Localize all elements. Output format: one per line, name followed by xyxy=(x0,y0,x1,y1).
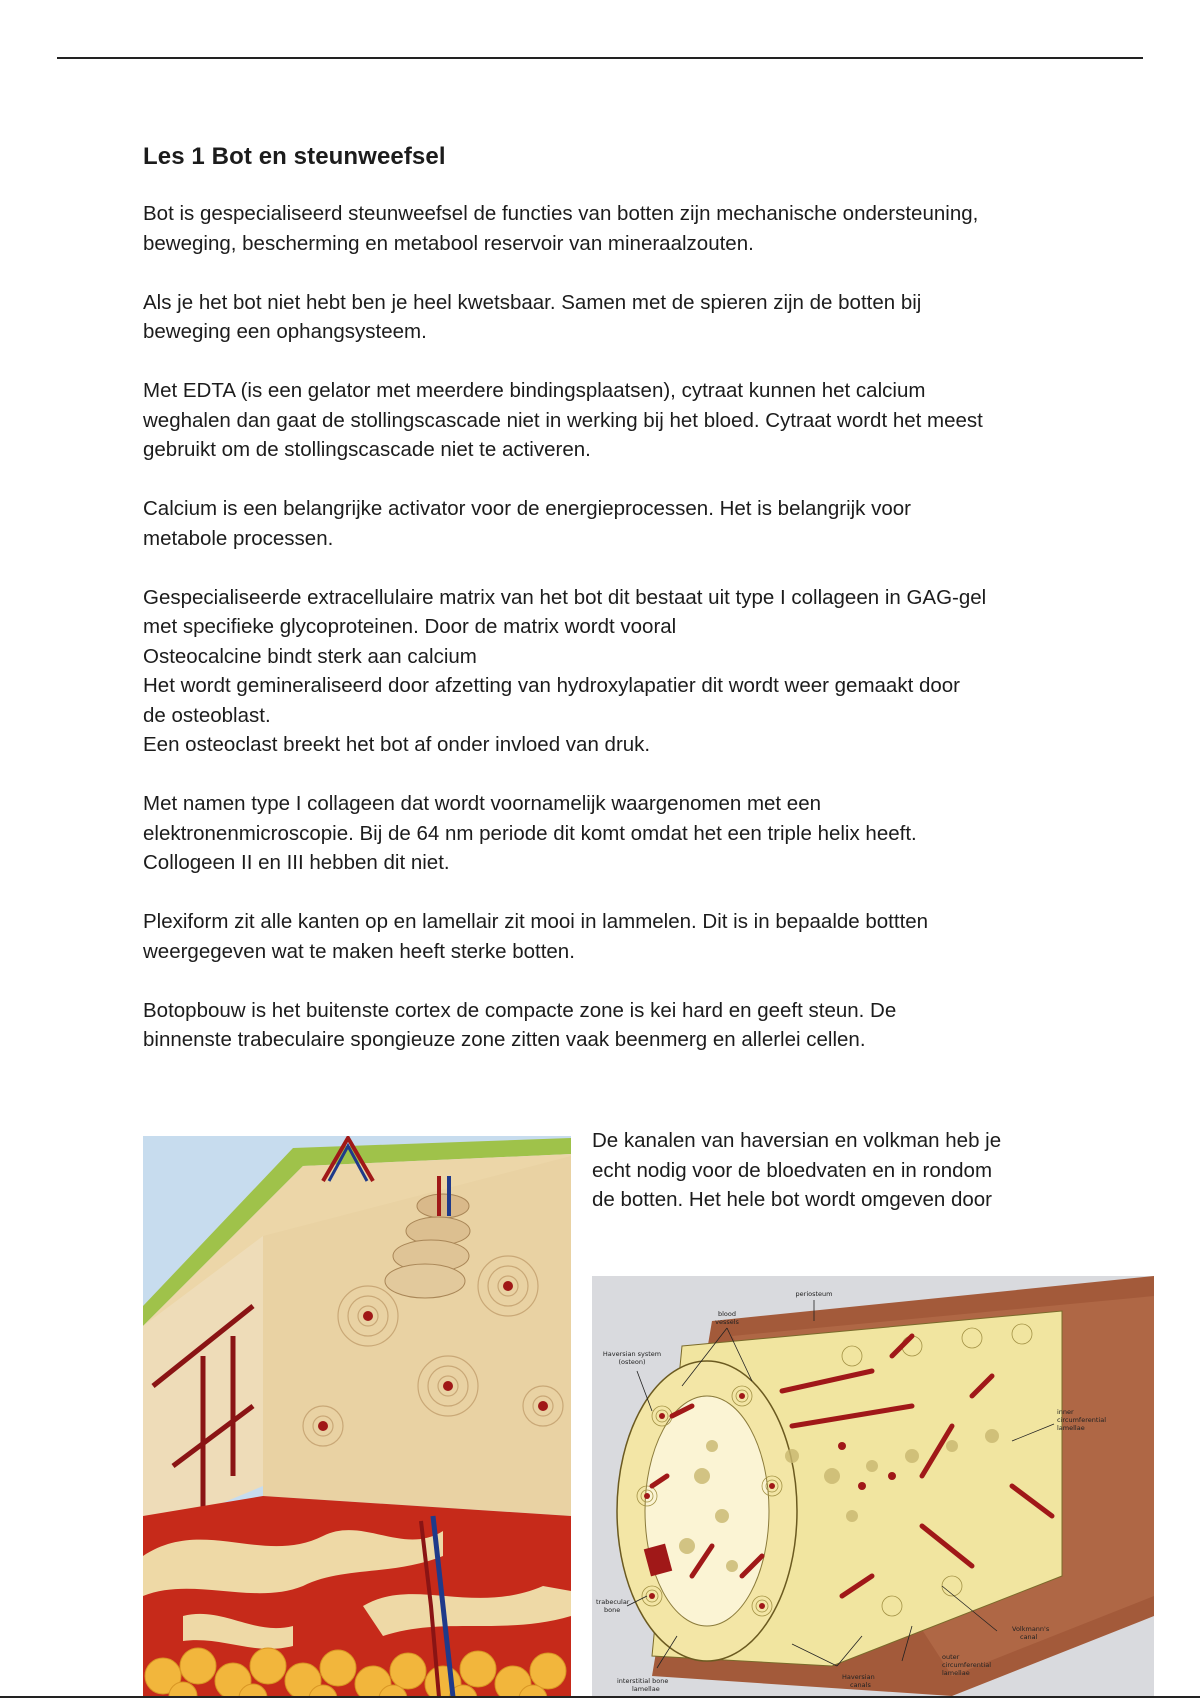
label-periosteum: periosteum xyxy=(795,1290,833,1298)
paragraph xyxy=(143,494,1063,553)
paragraph-line: Calcium is een belangrijke activator voor de energieprocessen. Het is belangrijk voor xyxy=(143,497,911,520)
label-outer-lamellae-3: lamellae xyxy=(942,1669,970,1677)
paragraph xyxy=(143,288,1063,347)
page-title: Les 1 Bot en steunweefsel xyxy=(143,143,446,170)
paragraph-line: weergegeven wat te maken heeft sterke botten. xyxy=(143,939,575,963)
side-paragraph xyxy=(592,1126,1062,1215)
label-inner-lamellae-1: inner xyxy=(1057,1408,1074,1416)
paragraph-line: binnenste trabeculaire spongieuze zone zitten vaak beenmerg en allerlei cellen. xyxy=(143,1028,866,1051)
paragraph xyxy=(143,583,1063,760)
paragraph-line: de osteoblast. xyxy=(143,703,271,727)
paragraph-line: beweging, bescherming en metabool reservoir van mineraalzouten. xyxy=(143,231,754,255)
label-outer-lamellae-2: circumferential xyxy=(942,1661,992,1669)
label-interstitial-1: interstitial bone xyxy=(617,1677,669,1685)
side-line: echt nodig voor de bloedvaten en in rondom xyxy=(592,1158,993,1182)
paragraph-line: Osteocalcine bindt sterk aan calcium xyxy=(143,644,477,668)
paragraph-line: Botopbouw is het buitenste cortex de compacte zone is kei hard en geeft steun. De xyxy=(143,998,897,1022)
paragraph-line: weghalen dan gaat de stollingscascade niet in werking bij het bloed. Cytraat wordt het meest xyxy=(143,408,983,432)
paragraph-line: Een osteoclast breekt het bot af onder invloed van druk. xyxy=(143,733,651,756)
label-haversian-canals-1: Haversian xyxy=(842,1673,875,1681)
paragraph-line: Met namen type I collageen dat wordt voornamelijk waargenomen met een xyxy=(143,792,822,815)
label-volkmann-1: Volkmann's xyxy=(1012,1625,1050,1633)
label-haversian-system-1: Haversian system xyxy=(602,1350,662,1358)
label-volkmann-2: canal xyxy=(1020,1633,1038,1641)
long-bone-svg xyxy=(592,1276,1154,1697)
label-blood-vessels-2: vessels xyxy=(715,1318,739,1326)
label-haversian-system-2: (osteon) xyxy=(618,1358,646,1366)
label-trabecular-bone-1: trabecular xyxy=(596,1598,630,1606)
paragraph xyxy=(143,789,1063,878)
paragraph-line: Gespecialiseerde extracellulaire matrix van het bot dit bestaat uit type I collageen in GAG-gel xyxy=(143,585,987,609)
label-inner-lamellae-2: circumferential xyxy=(1057,1416,1107,1424)
paragraph-line: Met EDTA (is een gelator met meerdere bindingsplaatsen), cytraat kunnen het calcium xyxy=(143,379,926,402)
paragraph xyxy=(143,996,1063,1055)
paragraph-line: Het wordt gemineraliseerd door afzetting van hydroxylapatier dit wordt weer gemaakt door xyxy=(143,674,960,697)
paragraph-list xyxy=(143,199,1063,1055)
paragraph-line: Als je het bot niet hebt ben je heel kwetsbaar. Samen met de spieren zijn de botten bij xyxy=(143,290,922,314)
bottom-rule xyxy=(0,1696,1200,1698)
paragraph xyxy=(143,199,1063,258)
side-line: De kanalen van haversian en volkman heb je xyxy=(592,1129,1002,1152)
document-body xyxy=(143,143,1063,1084)
paragraph-line: gebruikt om de stollingscascade niet te activeren. xyxy=(143,438,591,461)
paragraph-line: met specifieke glycoproteinen. Door de matrix wordt vooral xyxy=(143,615,677,638)
top-rule xyxy=(57,57,1143,59)
paragraph-line: Plexiform zit alle kanten op en lamellair zit mooi in lammelen. Dit is in bepaalde bottten xyxy=(143,910,929,933)
paragraph xyxy=(143,907,1063,966)
paragraph-line: Bot is gespecialiseerd steunweefsel de functies van botten zijn mechanische ondersteuning, xyxy=(143,202,979,225)
label-haversian-canals-2: canals xyxy=(850,1681,871,1689)
long-bone-diagram xyxy=(592,1276,1154,1697)
bone-section-svg xyxy=(143,1136,571,1697)
label-outer-lamellae-1: outer xyxy=(942,1653,960,1661)
side-line: de botten. Het hele bot wordt omgeven door xyxy=(592,1188,993,1211)
label-interstitial-2: lamellae xyxy=(632,1685,660,1693)
label-inner-lamellae-3: lamellae xyxy=(1057,1424,1085,1432)
label-trabecular-bone-2: bone xyxy=(604,1606,621,1614)
paragraph-line: metabole processen. xyxy=(143,526,334,550)
paragraph-line: beweging een ophangsysteem. xyxy=(143,320,427,343)
label-blood-vessels-1: blood xyxy=(717,1310,737,1318)
paragraph-line: Collogeen II en III hebben dit niet. xyxy=(143,851,450,874)
paragraph xyxy=(143,376,1063,465)
paragraph-line: elektronenmicroscopie. Bij de 64 nm periode dit komt omdat het een triple helix heeft. xyxy=(143,821,917,845)
bone-section-illustration xyxy=(143,1136,571,1697)
